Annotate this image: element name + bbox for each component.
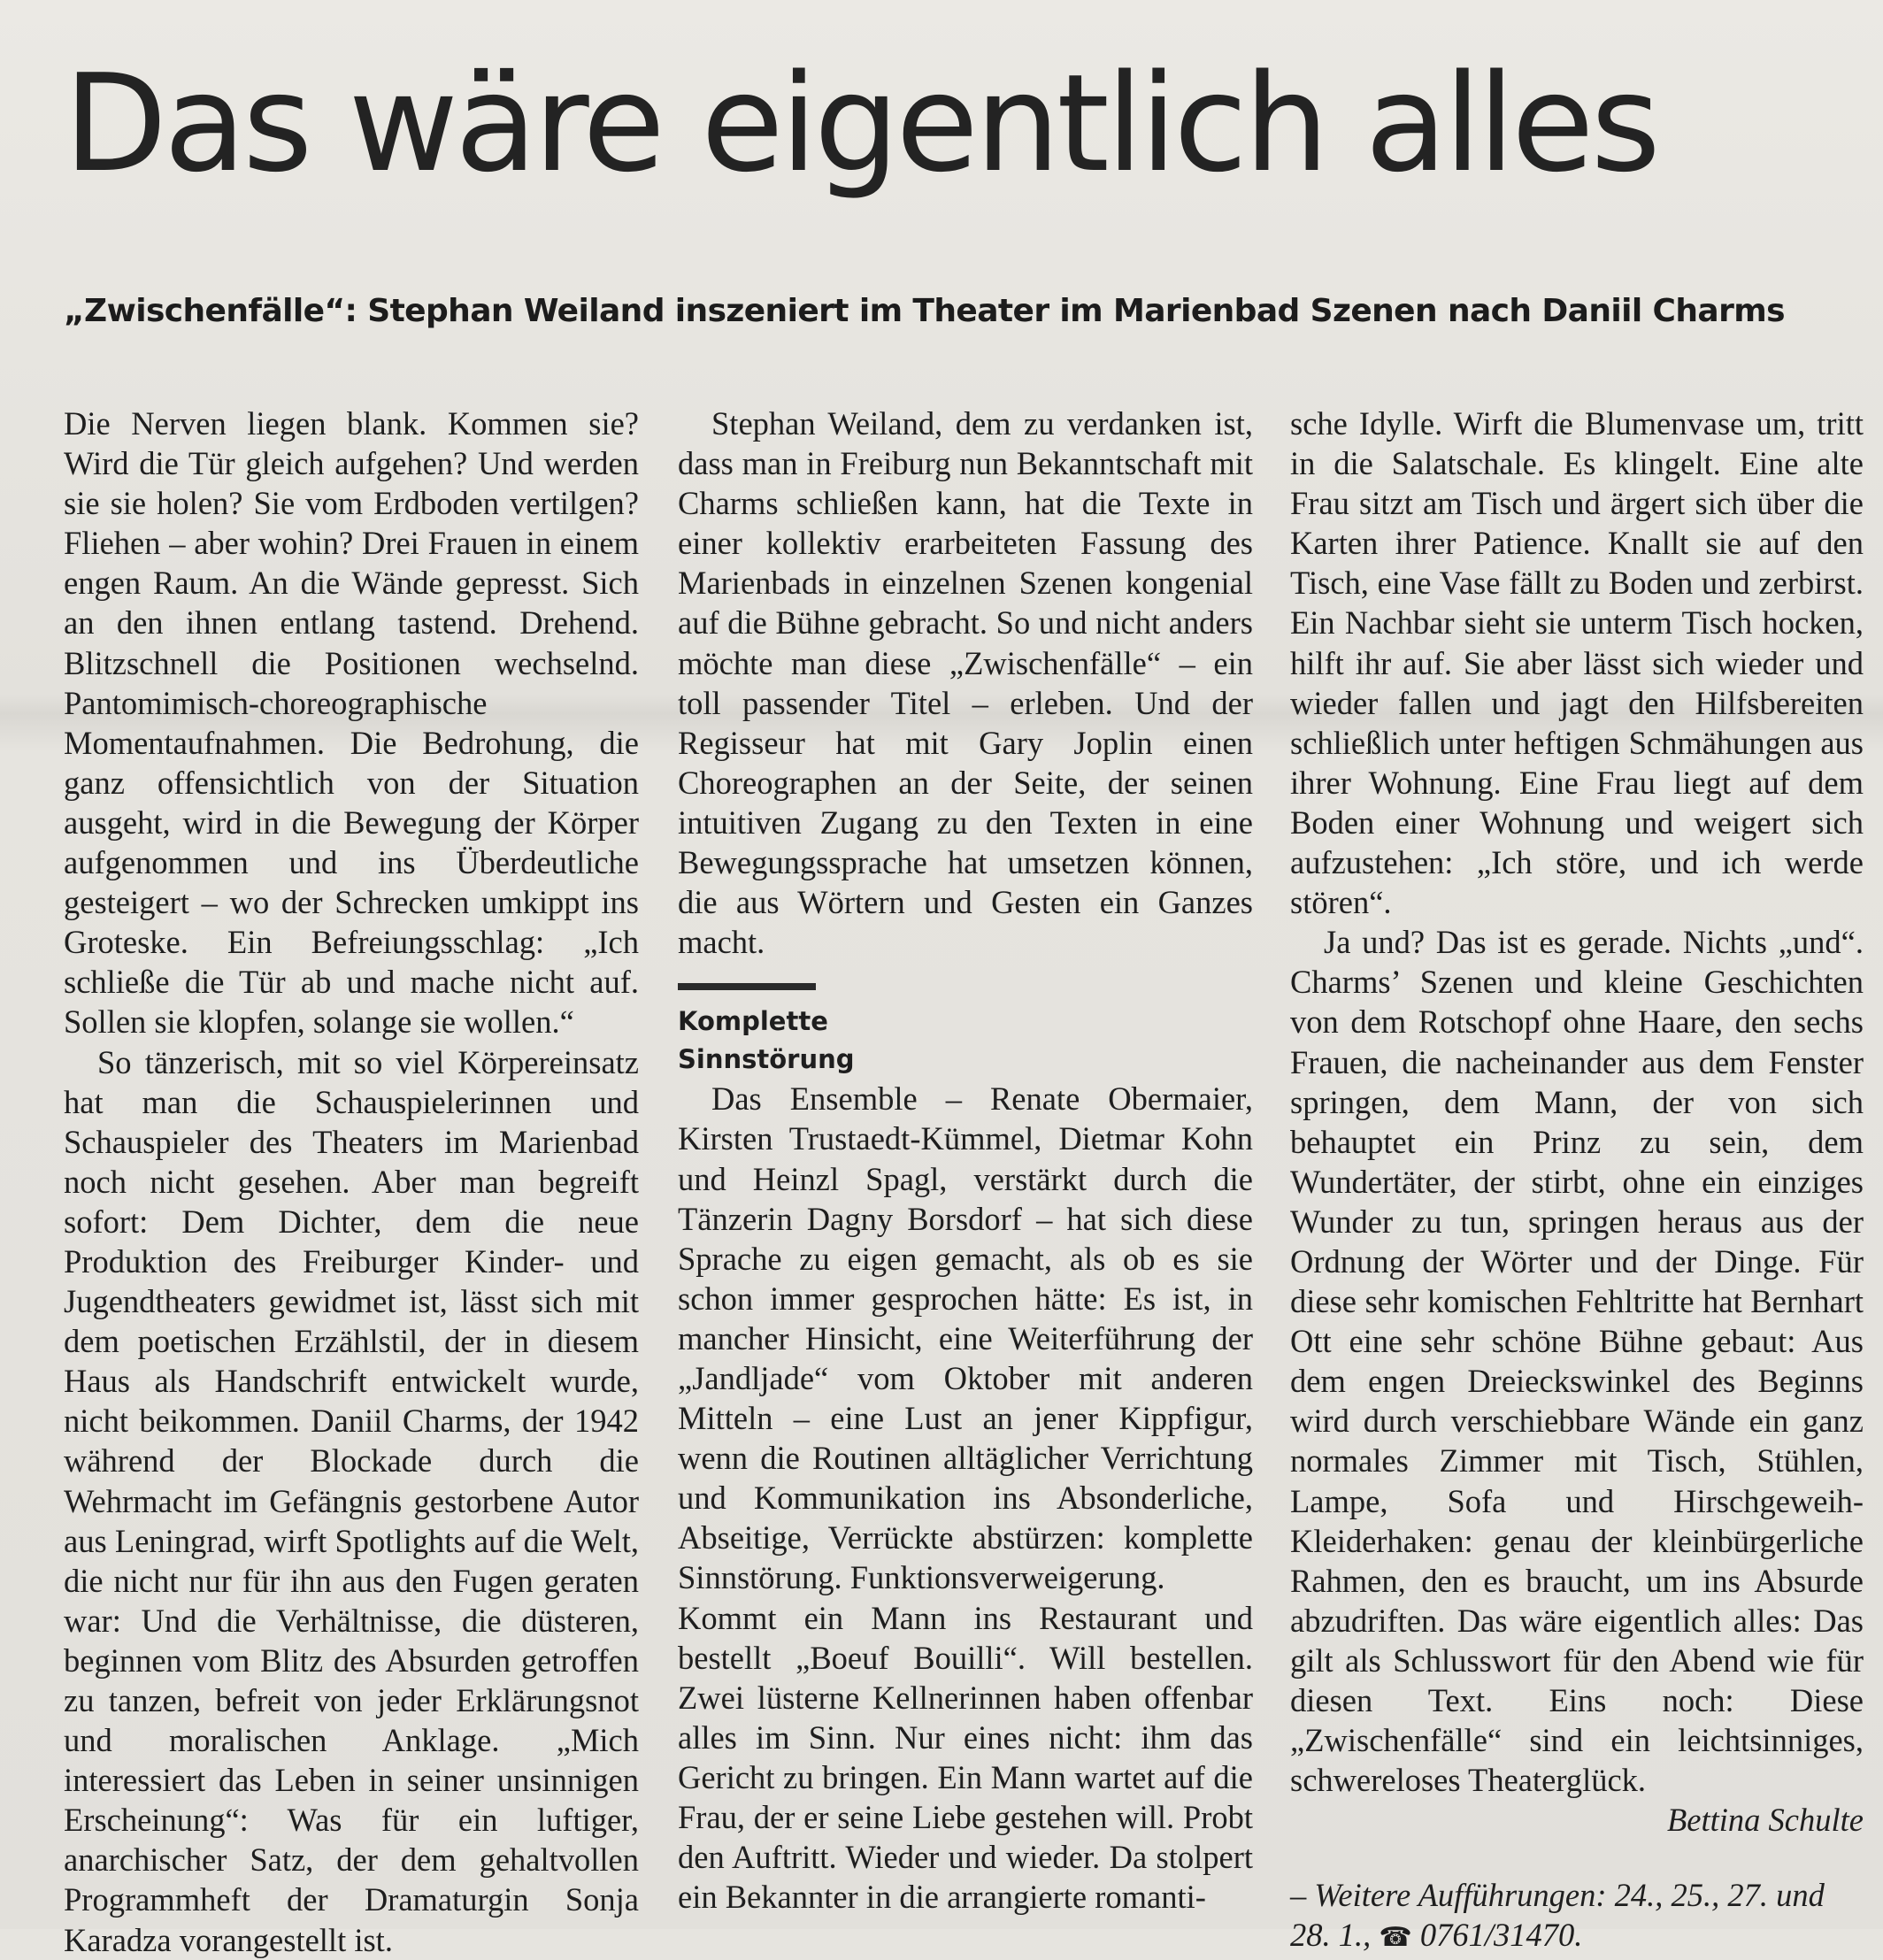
paragraph: Kommt ein Mann ins Restaurant und bestellt „Boeuf Bouilli“. Will bestellen. Zwei lüsterne Kellnerinnen haben offenbar alles im Sinn. Nur eines nicht: ihm das Gericht zu bringen. Ein Mann wartet auf die Frau, der er seine Liebe gestehen will. Probt den Auftritt. Wieder und wieder. Da stolpert ein Bekannter in die arrangierte romanti-	[678, 1599, 1253, 1916]
dates-text: – Weitere Aufführungen: 24., 25., 27. und 28. 1.,	[1290, 1877, 1825, 1954]
article-column-1	[64, 404, 639, 1960]
paragraph: Stephan Weiland, dem zu verdanken ist, dass man in Freiburg nun Bekanntschaft mit Charms schließen kann, hat die Texte in einer kollektiv erarbeiteten Fassung des Marienbads in einzelnen Szenen kongenial auf die Bühne gebracht. So und nicht anders möchte man diese „Zwischenfälle“ – ein toll passender Titel – erleben. Und der Regisseur hat mit Gary Joplin einen Choreographen an der Seite, der seinen intuitiven Zugang zu den Texten in eine Bewegungssprache hat umsetzen können, die aus Wörtern und Gesten ein Ganzes macht.	[678, 405, 1253, 961]
performance-dates	[1290, 1875, 1864, 1957]
paragraph: So tänzerisch, mit so viel Körpereinsatz hat man die Schauspielerinnen und Schauspieler des Theaters im Marienbad noch nicht gesehen. Aber man begreift sofort: Dem Dichter, dem die neue Produktion des Freiburger Kinder- und Jugendtheaters gewidmet ist, lässt sich mit dem poetischen Erzählstil, der in diesem Haus als Handschrift entwickelt wurde, nicht beikommen. Daniil Charms, der 1942 während der Blockade durch die Wehrmacht im Gefängnis gestorbene Autor aus Leningrad, wirft Spotlights auf die Welt, die nicht nur für ihn aus den Fugen geraten war: Und die Verhältnisse, die düsteren, beginnen vom Blitz des Absurden getroffen zu tanzen, befreit von jeder Erklärungsnot und moralischen Anklage. „Mich interessiert das Leben in seiner unsinnigen Erscheinung“: Was für ein luftiger, anarchischer Satz, der dem gehaltvollen Programmheft der Dramaturgin Sonja Karadza vorangestellt ist.	[64, 1043, 639, 1958]
headline: Das wäre eigentlich alles	[64, 45, 1657, 202]
paragraph: Ja und? Das ist es gerade. Nichts „und“. Charms’ Szenen und kleine Geschichten von dem Rotschopf ohne Haare, den sechs Frauen, die nacheinander aus dem Fenster springen, dem Mann, der von sich behauptet ein Prinz zu sein, dem Wundertäter, der stirbt, ohne ein einziges Wunder zu tun, springen heraus aus der Ordnung der Wörter und der Dinge. Für diese sehr komischen Fehltritte hat Bernhart Ott eine sehr schöne Bühne gebaut: Aus dem engen Dreieckswinkel des Beginns wird durch verschiebbare Wände ein ganz normales Zimmer mit Tisch, Stühlen, Lampe, Sofa und Hirschgeweih-Kleiderhaken: genau der kleinbürgerliche Rahmen, den es braucht, um ins Absurde abzudriften. Das wäre eigentlich alles: Das gilt als Schlusswort für den Abend wie für diesen Text. Eins noch: Diese „Zwischenfälle“ sind ein leichtsinniges, schwereloses Theaterglück.	[1290, 924, 1864, 1799]
author-byline: Bettina Schulte	[1667, 1802, 1864, 1839]
article-column-3	[1290, 404, 1864, 1958]
section-heading	[678, 1003, 1253, 1079]
telephone-icon: ☎	[1379, 1923, 1412, 1953]
article-column-2	[678, 404, 1253, 1917]
phone-number: 0761/31470.	[1419, 1917, 1583, 1954]
paragraph: Die Nerven liegen blank. Kommen sie? Wird die Tür gleich aufgehen? Und werden sie sie holen? Sie vom Erdboden vertilgen? Fliehen – aber wohin? Drei Frauen in einem engen Raum. An die Wände gepresst. Sich an den ihnen entlang tastend. Drehend. Blitzschnell die Positionen wechselnd. Pantomimisch-choreographische Momentaufnahmen. Die Bedrohung, die ganz offensichtlich von der Situation ausgeht, wird in die Bewegung der Körper aufgenommen und ins Überdeutliche gesteigert – wo der Schrecken umkippt ins Groteske. Ein Befreiungsschlag: „Ich schließe die Tür ab und mache nicht auf. Sollen sie klopfen, solange sie wollen.“	[64, 405, 639, 1041]
section-divider	[678, 983, 816, 990]
section-heading-line-2: Sinnstörung	[678, 1044, 855, 1075]
paragraph: sche Idylle. Wirft die Blumenvase um, tritt in die Salatschale. Es klingelt. Eine alte Frau sitzt am Tisch und ärgert sich über die Karten ihrer Patience. Knallt sie auf den Tisch, eine Vase fällt zu Boden und zerbirst. Ein Nachbar sieht sie unterm Tisch hocken, hilft ihr auf. Sie aber lässt sich wieder und wieder fallen und jagt den Hilfsbereiten schließlich unter heftigen Schmähungen aus ihrer Wohnung. Eine Frau liegt auf dem Boden einer Wohnung und weigert sich aufzustehen: „Ich störe, und ich werde stören“.	[1290, 405, 1864, 921]
paragraph: Das Ensemble – Renate Obermaier, Kirsten Trustaedt-Kümmel, Dietmar Kohn und Heinzl Spagl, verstärkt durch die Tänzerin Dagny Borsdorf – hat sich diese Sprache zu eigen gemacht, als ob es sie schon immer gesprochen hätte: Es ist, in mancher Hinsicht, eine Weiterführung der „Jandljade“ vom Oktober mit anderen Mitteln – eine Lust an jener Kippfigur, wenn die Routinen alltäglicher Verrichtung und Kommunikation ins Absonderliche, Abseitige, Verrückte abstürzen: komplette Sinnstörung. Funktionsverweigerung.	[678, 1080, 1253, 1596]
section-heading-line-1: Komplette	[678, 1006, 828, 1037]
subheadline: „Zwischenfälle“: Stephan Weiland inszeniert im Theater im Marienbad Szenen nach Daniil Charms	[64, 293, 1785, 329]
